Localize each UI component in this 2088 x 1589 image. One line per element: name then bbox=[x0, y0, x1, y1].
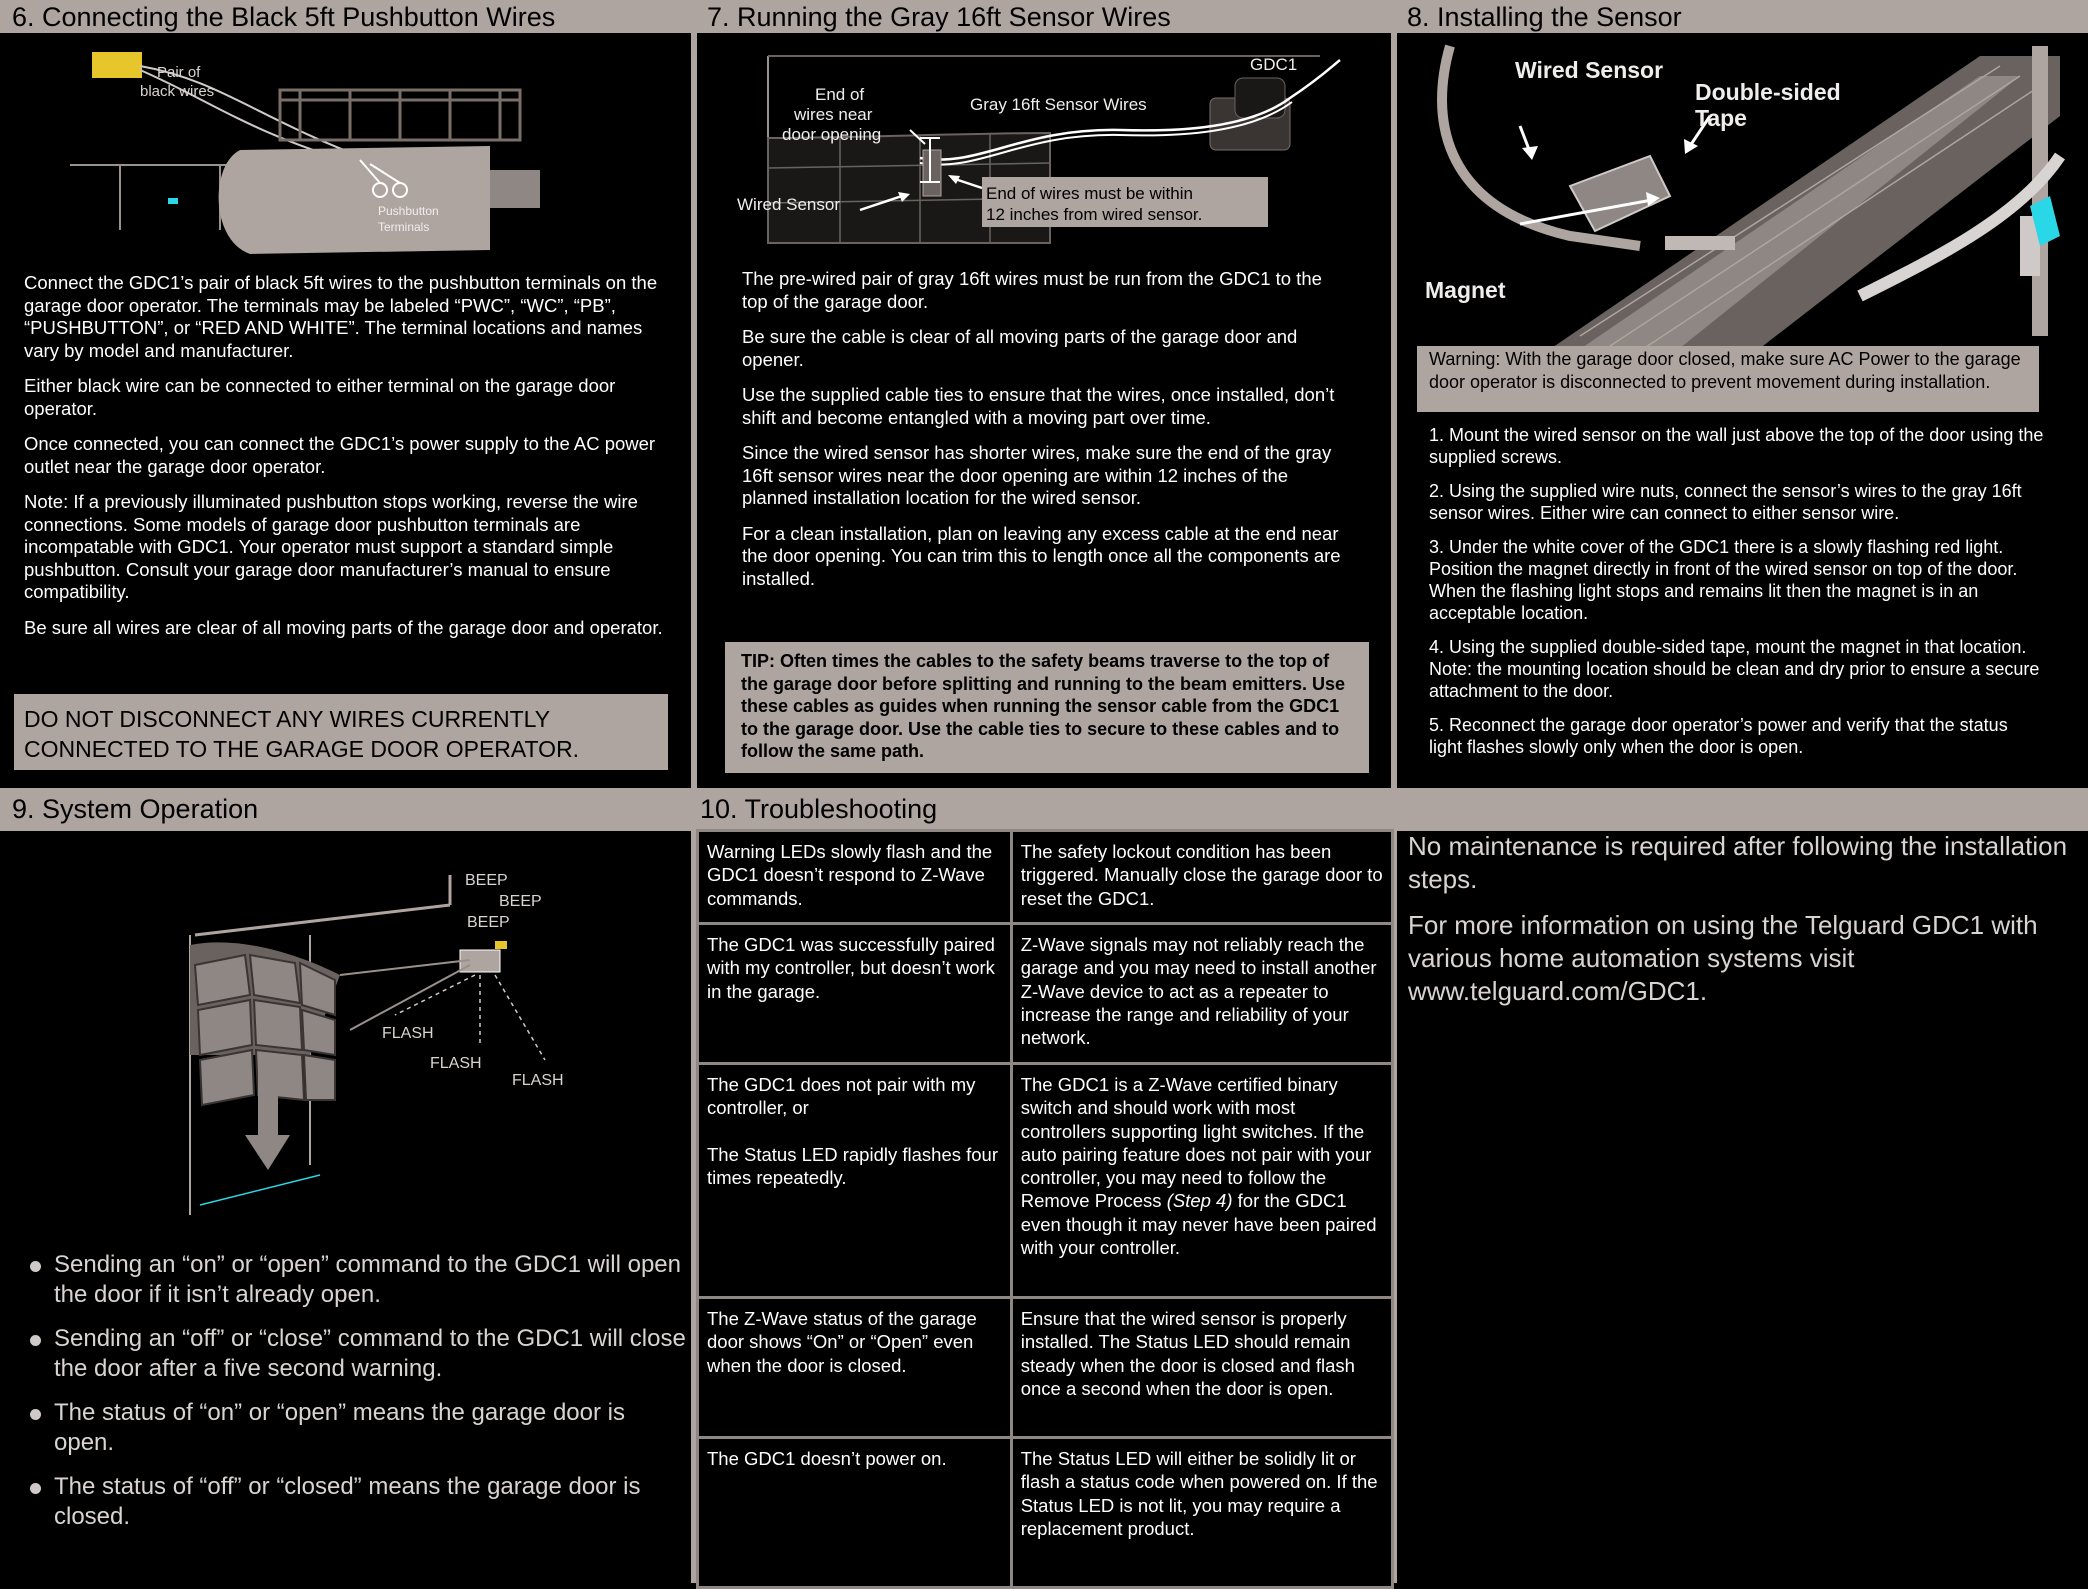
pushbutton-wiring-illustration bbox=[60, 40, 580, 260]
pair-of-wires-label: black wires bbox=[140, 83, 215, 100]
flash-label: FLASH bbox=[512, 1072, 564, 1089]
wire-tag-icon bbox=[92, 52, 142, 78]
problem-text: The GDC1 does not pair with my controller, or bbox=[707, 1074, 976, 1119]
problem-text: The Status LED rapidly flashes four times repeatedly. bbox=[707, 1143, 999, 1188]
flash-label: FLASH bbox=[382, 1025, 434, 1042]
section-7-title: 7. Running the Gray 16ft Sensor Wires bbox=[695, 0, 1395, 33]
maintenance-info bbox=[1408, 830, 2068, 1008]
sensor-installation-illustration bbox=[1420, 36, 2088, 346]
flash-label: FLASH bbox=[430, 1055, 482, 1072]
problem-cell: Warning LEDs slowly flash and the GDC1 doesn’t respond to Z-Wave commands. bbox=[698, 831, 1012, 924]
double-sided-tape-label: Tape bbox=[1695, 105, 1747, 131]
sensor-wire-routing-illustration bbox=[720, 38, 1380, 248]
solution-cell: The safety lockout condition has been triggered. Manually close the garage door to reset the GDC1. bbox=[1011, 831, 1392, 924]
pushbutton-terminals-label: Terminals bbox=[378, 220, 430, 234]
more-info-text: For more information on using the Telguard GDC1 with various home automation systems visit www.telguard.com/GDC1. bbox=[1408, 910, 2038, 1006]
problem-cell: The Z-Wave status of the garage door shows “On” or “Open” even when the door is closed. bbox=[698, 1298, 1012, 1438]
paragraph: Connect the GDC1’s pair of black 5ft wires to the pushbutton terminals on the garage door operator. The terminals may be labeled “PWC”, “WC”, “PB”, “PUSHBUTTON”, or “RED AND WHITE”. The terminal locations and names vary by model and manufacturer. bbox=[24, 272, 658, 361]
gray-sensor-wires-label: Gray 16ft Sensor Wires bbox=[970, 95, 1147, 114]
end-of-wires-label: door opening bbox=[782, 125, 882, 144]
do-not-disconnect-warning: DO NOT DISCONNECT ANY WIRES CURRENTLY CONNECTED TO THE GARAGE DOOR OPERATOR. bbox=[14, 694, 668, 770]
column-divider bbox=[1391, 33, 1397, 788]
pushbutton-terminals-label: Pushbutton bbox=[378, 204, 439, 218]
solution-cell: Ensure that the wired sensor is properly installed. The Status LED should remain steady when the door is closed and flash once a second when the door is open. bbox=[1011, 1298, 1392, 1438]
beep-label: BEEP bbox=[467, 914, 510, 931]
paragraph: Either black wire can be connected to either terminal on the garage door operator. bbox=[24, 375, 616, 419]
garage-door-operation-illustration bbox=[150, 855, 600, 1225]
problem-cell: The GDC1 was successfully paired with my controller, but doesn’t work in the garage. bbox=[698, 924, 1012, 1064]
paragraph: Be sure the cable is clear of all moving parts of the garage door and opener. bbox=[742, 326, 1298, 370]
section-side-header bbox=[1395, 788, 2088, 831]
bullet-item: Sending an “on” or “open” command to the GDC1 will open the door if it isn’t already open. bbox=[26, 1250, 686, 1310]
solution-cell bbox=[1011, 1064, 1392, 1298]
table-row bbox=[698, 831, 1393, 924]
section-6-body bbox=[24, 272, 679, 652]
section-6-title: 6. Connecting the Black 5ft Pushbutton Wires bbox=[0, 0, 695, 33]
cable-routing-tip: TIP: Often times the cables to the safety beams traverse to the top of the garage door before splitting and running to the beam emitters. Use these cables as guides when running the sensor cable from the GDC1 to the garage door. Use the cable ties to secure to these cables and to follow the same path. bbox=[725, 642, 1369, 773]
section-8-steps bbox=[1429, 424, 2044, 758]
maintenance-text: No maintenance is required after following the installation steps. bbox=[1408, 831, 2068, 894]
table-row bbox=[698, 1438, 1393, 1588]
section-9-title: 9. System Operation bbox=[0, 788, 695, 831]
paragraph: The pre-wired pair of gray 16ft wires must be run from the GDC1 to the top of the garage door. bbox=[742, 268, 1322, 312]
solution-cell: The Status LED will either be solidly lit or flash a status code when powered on. If the Status LED is not lit, you may require a replacement product. bbox=[1011, 1438, 1392, 1588]
install-step: 3. Under the white cover of the GDC1 there is a slowly flashing red light. Position the magnet directly in front of the wired sensor on top of the door. When the flashing light stops and remains lit then the magnet is in an acceptable location. bbox=[1429, 537, 2018, 623]
bullet-item: The status of “off” or “closed” means the garage door is closed. bbox=[26, 1472, 686, 1532]
column-divider bbox=[691, 33, 697, 788]
paragraph: Note: If a previously illuminated pushbutton stops working, reverse the wire connections. Some models of garage door pushbutton terminals are incompatable with GDC1. Your operator must support a standard simple pushbutton. Consult your garage door manufacturer’s manual to ensure compatibility. bbox=[24, 491, 638, 602]
end-of-wires-label: wires near bbox=[794, 105, 873, 124]
paragraph: Use the supplied cable ties to ensure that the wires, once installed, don’t shift and become entangled with a moving part over time. bbox=[742, 384, 1335, 428]
solution-step-ref: (Step 4) bbox=[1166, 1190, 1233, 1212]
end-of-wires-label: End of bbox=[815, 85, 865, 104]
paragraph: Since the wired sensor has shorter wires, make sure the end of the gray 16ft sensor wires near the door opening are within 12 inches of the planned installation location for the wired sensor. bbox=[742, 442, 1332, 508]
beep-label: BEEP bbox=[465, 872, 508, 889]
table-row bbox=[698, 1298, 1393, 1438]
solution-text: for the GDC1 even though it may never have been paired with your controller. bbox=[1020, 1190, 1377, 1259]
section-10-title: 10. Troubleshooting bbox=[688, 788, 1400, 831]
install-step: 5. Reconnect the garage door operator’s power and verify that the status light flashes slowly only when the door is open. bbox=[1429, 715, 2008, 757]
install-step: 2. Using the supplied wire nuts, connect the sensor’s wires to the gray 16ft sensor wires. Either wire can connect to either sensor wire. bbox=[1429, 481, 2022, 523]
wired-sensor-label: Wired Sensor bbox=[737, 195, 840, 214]
gdc1-label: GDC1 bbox=[1250, 55, 1298, 74]
pair-of-wires-label: Pair of bbox=[157, 64, 201, 81]
solution-cell: Z-Wave signals may not reliably reach the garage and you may need to install another Z-Wave device to act as a repeater to increase the range and reliability of your network. bbox=[1011, 924, 1392, 1064]
paragraph: Once connected, you can connect the GDC1’s power supply to the AC power outlet near the garage door operator. bbox=[24, 433, 656, 477]
section-9-bullets bbox=[26, 1250, 686, 1546]
table-row bbox=[698, 1064, 1393, 1298]
power-disconnect-warning: Warning: With the garage door closed, make sure AC Power to the garage door operator is disconnected to prevent movement during installation. bbox=[1417, 346, 2039, 412]
magnet-label: Magnet bbox=[1425, 277, 1506, 303]
bullet-item: The status of “on” or “open” means the garage door is open. bbox=[26, 1398, 686, 1458]
problem-cell: The GDC1 doesn’t power on. bbox=[698, 1438, 1012, 1588]
bullet-item: Sending an “off” or “close” command to the GDC1 will close the door after a five second warning. bbox=[26, 1324, 686, 1384]
install-step: 4. Using the supplied double-sided tape, mount the magnet in that location. Note: the mounting location should be clean and dry prior to ensure a secure attachment to the door. bbox=[1429, 637, 2040, 701]
beep-label: BEEP bbox=[499, 893, 542, 910]
paragraph: Be sure all wires are clear of all moving parts of the garage door and operator. bbox=[24, 616, 663, 638]
wired-sensor-label: Wired Sensor bbox=[1515, 57, 1664, 83]
install-step: 1. Mount the wired sensor on the wall just above the top of the door using the supplied screws. bbox=[1429, 425, 2044, 467]
section-7-body bbox=[742, 268, 1352, 603]
section-8-title: 8. Installing the Sensor bbox=[1395, 0, 2088, 33]
table-row bbox=[698, 924, 1393, 1064]
paragraph: For a clean installation, plan on leaving any excess cable at the end near the door opening. You can trim this to length once all the components are installed. bbox=[742, 522, 1341, 589]
troubleshooting-table bbox=[696, 829, 1394, 1589]
solution-text: The GDC1 is a Z-Wave certified binary switch and should work with most controllers supporting light switches. If the auto pairing feature does not pair with your controller, you may need to follow the Remove Process bbox=[1020, 1074, 1372, 1212]
distance-callout-text: End of wires must be within bbox=[986, 184, 1193, 203]
problem-cell bbox=[698, 1064, 1012, 1298]
double-sided-tape-label: Double-sided bbox=[1695, 79, 1841, 105]
distance-callout-text: 12 inches from wired sensor. bbox=[986, 205, 1203, 224]
